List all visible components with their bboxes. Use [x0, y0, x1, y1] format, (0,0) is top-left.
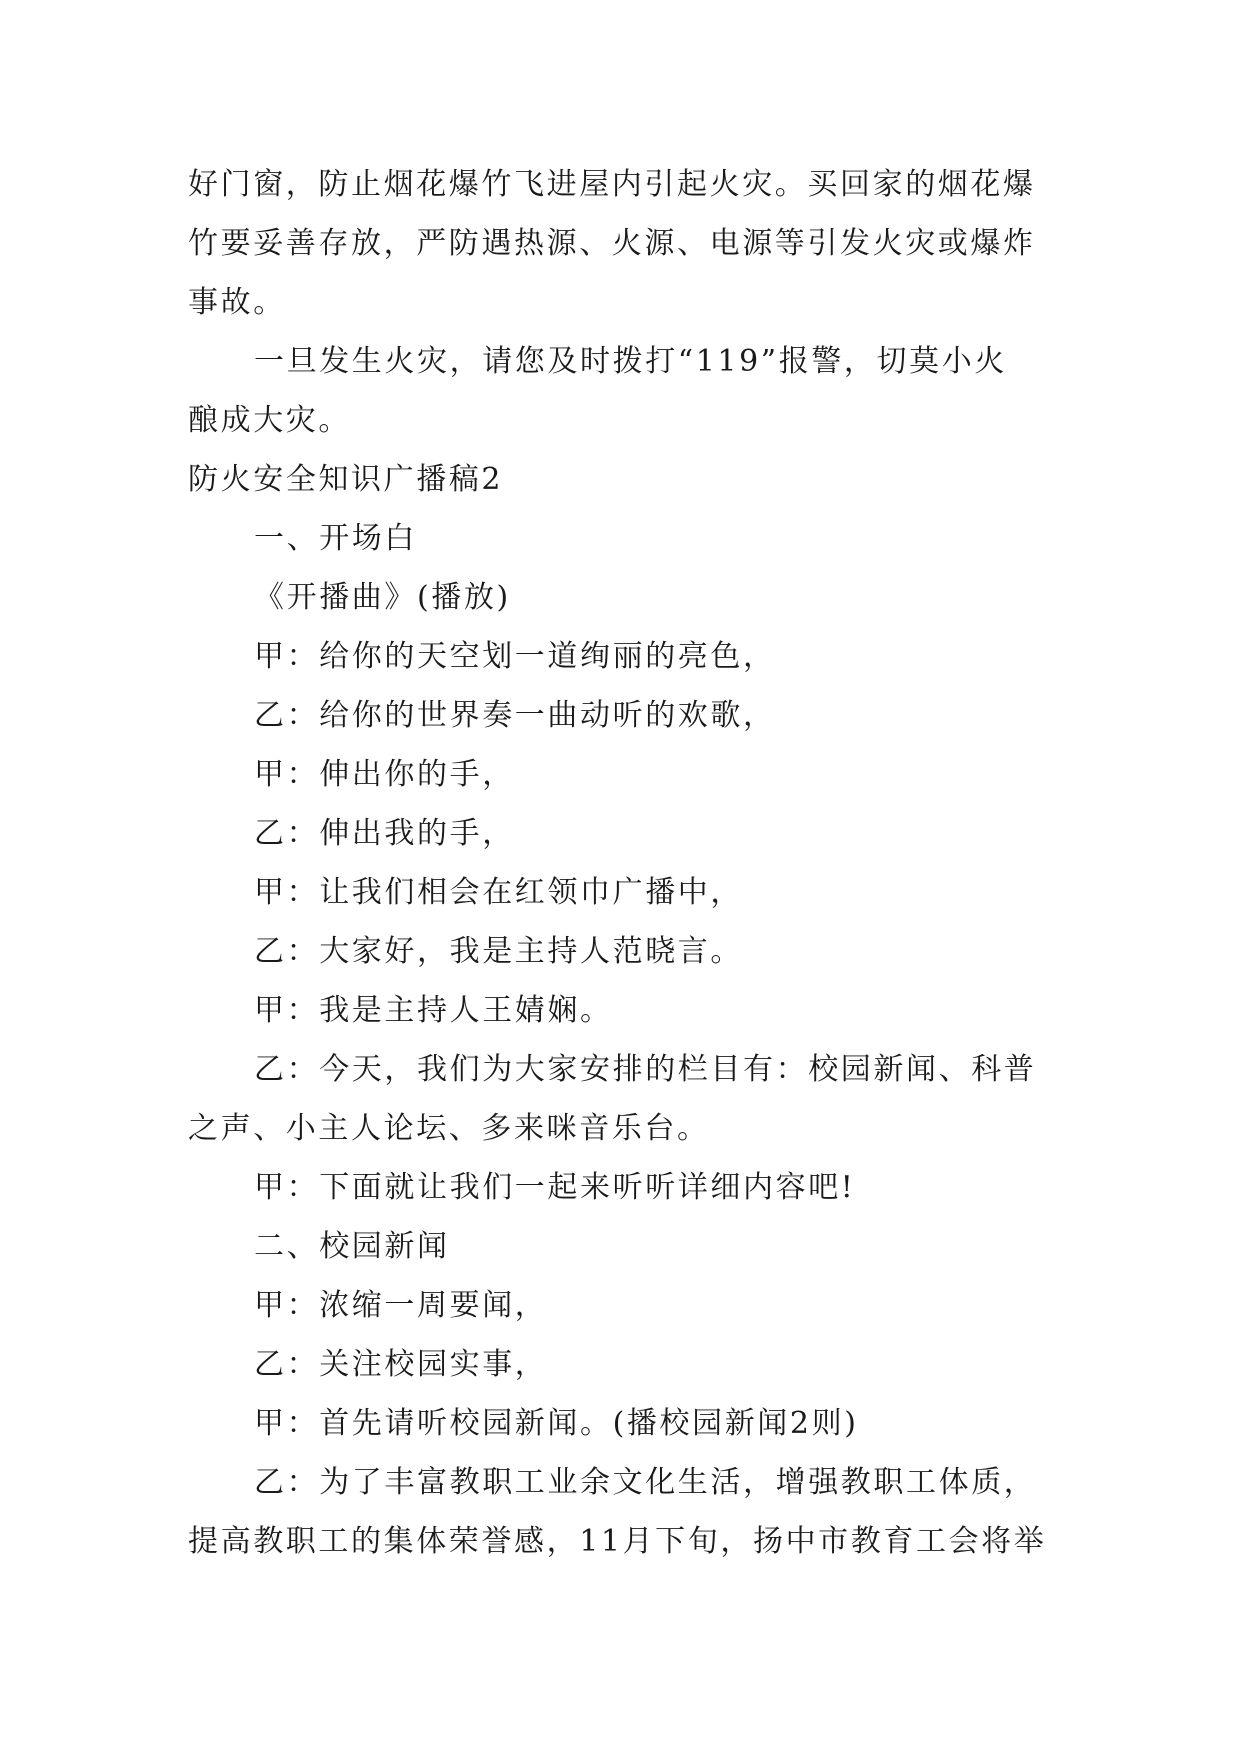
dialogue-line: 乙：大家好，我是主持人范晓言。 [254, 934, 743, 969]
dialogue-line: 甲：伸出你的手， [254, 757, 515, 792]
body-text-line: 酿成大灾。 [188, 403, 351, 438]
dialogue-line: 之声、小主人论坛、多来咪音乐台。 [188, 1111, 710, 1146]
body-text-line: 事故。 [188, 285, 286, 320]
section-heading: 二、校园新闻 [254, 1229, 450, 1264]
dialogue-line: 乙：今天，我们为大家安排的栏目有：校园新闻、科普 [254, 1052, 1037, 1087]
dialogue-line: 甲：我是主持人王婧娴。 [254, 993, 613, 1028]
dialogue-line: 乙：给你的世界奏一曲动听的欢歌， [254, 698, 776, 733]
dialogue-line: 乙：关注校园实事， [254, 1347, 548, 1382]
section-heading: 一、开场白 [254, 521, 417, 556]
body-text-line: 一旦发生火灾，请您及时拨打“119”报警，切莫小火 [254, 344, 1007, 379]
dialogue-line: 乙：伸出我的手， [254, 816, 515, 851]
dialogue-line: 甲：浓缩一周要闻， [254, 1288, 548, 1323]
body-text-line: 竹要妥善存放，严防遇热源、火源、电源等引发火灾或爆炸 [188, 226, 1036, 261]
dialogue-line: 提高教职工的集体荣誉感，11月下旬，扬中市教育工会将举 [188, 1524, 1047, 1559]
dialogue-line: 甲：首先请听校园新闻。(播校园新闻2则) [254, 1406, 859, 1441]
body-text-line: 《开播曲》(播放) [254, 580, 511, 615]
dialogue-line: 乙：为了丰富教职工业余文化生活，增强教职工体质， [254, 1465, 1037, 1500]
dialogue-line: 甲：给你的天空划一道绚丽的亮色， [254, 639, 776, 674]
body-text-line: 好门窗，防止烟花爆竹飞进屋内引起火灾。买回家的烟花爆 [188, 167, 1036, 202]
dialogue-line: 甲：让我们相会在红领巾广播中， [254, 875, 743, 910]
dialogue-line: 甲：下面就让我们一起来听听详细内容吧! [254, 1170, 856, 1205]
section-title: 防火安全知识广播稿2 [188, 462, 504, 497]
